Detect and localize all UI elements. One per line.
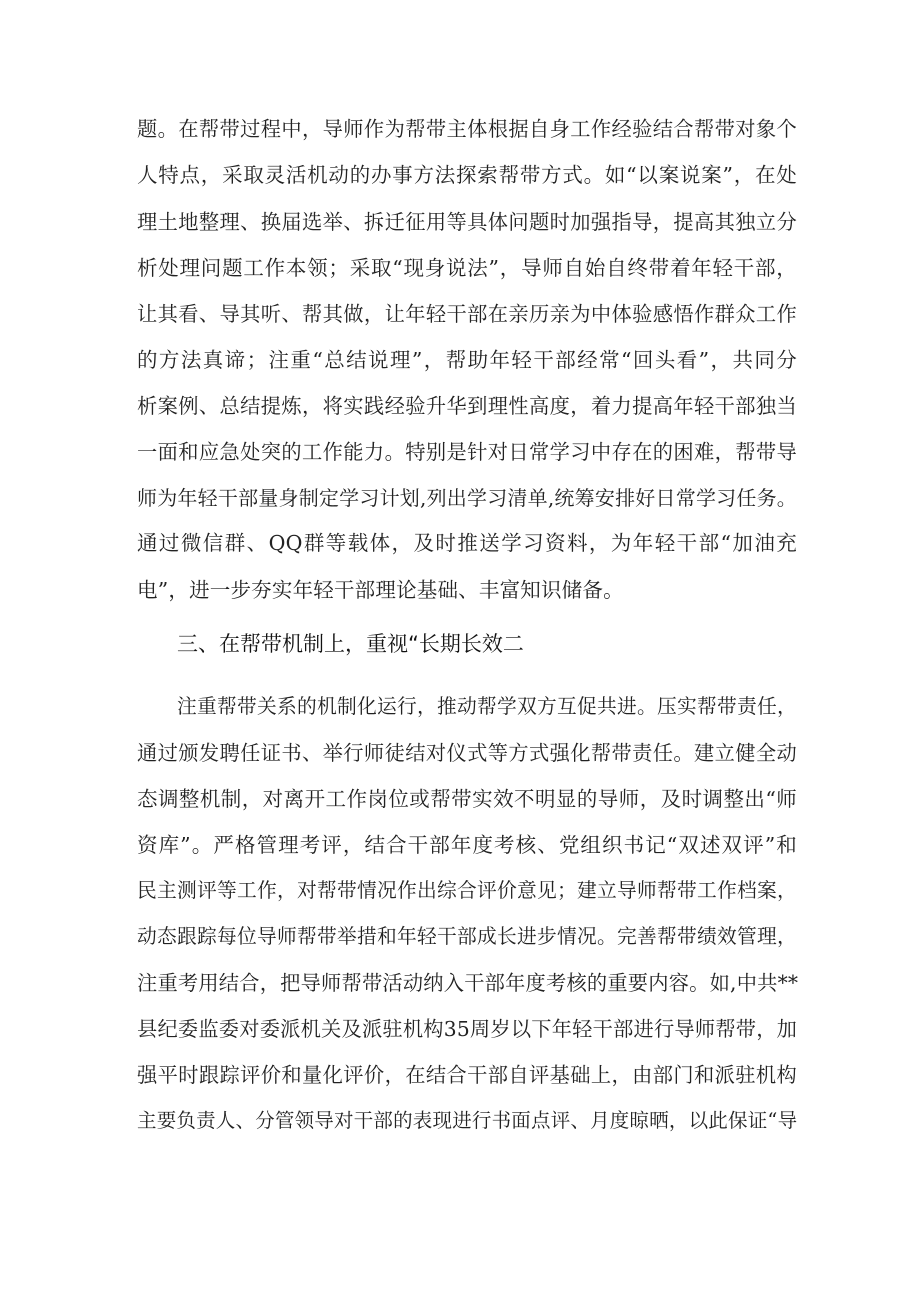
body-text-line: 注重考用结合，把导师帮带活动纳入干部年度考核的重要内容。如,中共** (137, 971, 799, 995)
body-text-line: 民主测评等工作，对帮带情况作出综合评价意见；建立导师帮带工作档案， (137, 879, 797, 902)
section-heading: 三、在帮带机制上，重视“长期长效二 (177, 632, 524, 656)
body-text-line: 一面和应急处突的工作能力。特别是针对日常学习中存在的困难，帮带导 (137, 440, 797, 464)
body-text-line: 析处理问题工作本领；采取“现身说法”，导师自始自终带着年轻干部， (137, 256, 797, 280)
body-text-line: 的方法真谛；注重“总结说理”，帮助年轻干部经常“回头看”，共同分 (137, 348, 797, 372)
body-text-line: 资库”。严格管理考评，结合干部年度考核、党组织书记“双述双评”和 (137, 833, 797, 857)
body-text-line: 动态跟踪每位导师帮带举措和年轻干部成长进步情况。完善帮带绩效管理， (137, 925, 797, 948)
body-text-line: 通过微信群、QQ群等载体，及时推送学习资料，为年轻干部“加油充 (137, 531, 797, 555)
body-text-line: 让其看、导其听、帮其做，让年轻干部在亲历亲为中体验感悟作群众工作 (137, 302, 797, 326)
body-text-line: 主要负责人、分管领导对干部的表现进行书面点评、月度晾晒，以此保证“导 (137, 1109, 798, 1132)
body-text-line: 析案例、总结提炼，将实践经验升华到理性高度，着力提高年轻干部独当 (137, 394, 797, 418)
body-text-line: 题。在帮带过程中，导师作为帮带主体根据自身工作经验结合帮带对象个 (137, 117, 797, 141)
body-text-line: 注重帮带关系的机制化运行，推动帮学双方互促共进。压实帮带责任， (177, 695, 797, 718)
body-text-line: 人特点，采取灵活机动的办事方法探索帮带方式。如“以案说案”，在处 (137, 163, 797, 187)
body-text-line: 通过颁发聘任证书、举行师徒结对仪式等方式强化帮带责任。建立健全动 (137, 741, 797, 765)
body-text-line: 电”，进一步夯实年轻干部理论基础、丰富知识储备。 (137, 578, 624, 602)
body-text-line: 理土地整理、换届选举、拆迁征用等具体问题时加强指导，提高其独立分 (137, 210, 797, 234)
body-text-line: 强平时跟踪评价和量化评价，在结合干部自评基础上，由部门和派驻机构 (137, 1063, 797, 1087)
body-text-line: 态调整机制，对离开工作岗位或帮带实效不明显的导师，及时调整出“师 (137, 787, 797, 811)
body-text-line: 县纪委监委对委派机关及派驻机构35周岁以下年轻干部进行导师帮带，加 (137, 1017, 798, 1041)
body-text-line: 师为年轻干部量身制定学习计划,列出学习清单,统筹安排好日常学习任务。 (137, 486, 797, 510)
